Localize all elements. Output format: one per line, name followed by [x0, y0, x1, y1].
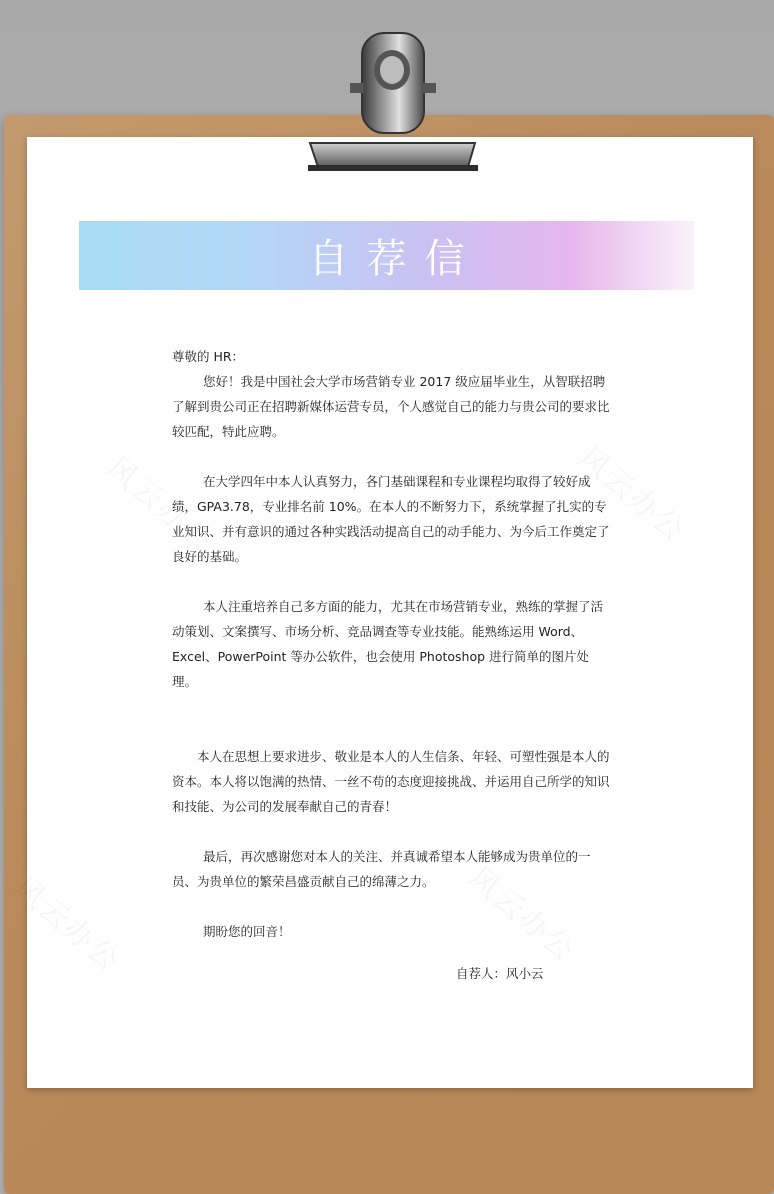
paragraph-skills: 本人注重培养自己多方面的能力，尤其在市场营销专业，熟练的掌握了活动策划、文案撰写、市场分析、竞品调查等专业技能。能熟练运用 Word、Excel、PowerPoint 等办公软件，也会使用 Photoshop 进行简单的图片处理。: [172, 599, 604, 689]
salutation: 尊敬的 HR：: [172, 349, 245, 364]
page-title: 自荐信: [308, 236, 483, 282]
paragraph-education: 在大学四年中本人认真努力，各门基础课程和专业课程均取得了较好成绩，GPA3.78，专业排名前 10%。在本人的不断努力下，系统掌握了扎实的专业知识、并有意识的通过各种实践活动提高自己的动手能力、为今后工作奠定了良好的基础。: [172, 474, 610, 564]
paragraph-intro: 您好！我是中国社会大学市场营销专业 2017 级应届毕业生，从智联招聘了解到贵公司正在招聘新媒体运营专员，个人感觉自己的能力与贵公司的要求比较匹配，特此应聘。: [172, 374, 610, 439]
title-banner: [79, 221, 694, 290]
letter-body: [172, 344, 612, 986]
paragraph-character: 本人在思想上要求进步、敬业是本人的人生信条、年轻、可塑性强是本人的资本。本人将以饱满的热情、一丝不苟的态度迎接挑战、并运用自己所学的知识和技能、为公司的发展奉献自己的青春！: [172, 749, 610, 814]
closing-line: 期盼您的回音！: [203, 924, 291, 939]
binder-clip-icon: [290, 25, 485, 180]
paragraph-thanks: 最后，再次感谢您对本人的关注、并真诚希望本人能够成为贵单位的一员、为贵单位的繁荣昌盛贡献自己的绵薄之力。: [172, 849, 591, 889]
signature: 自荐人：风小云: [456, 966, 544, 981]
